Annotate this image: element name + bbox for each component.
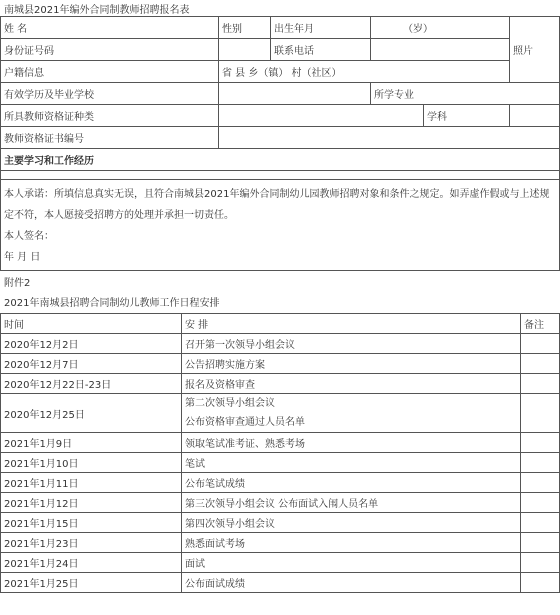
form-row: [1, 83, 560, 105]
registration-form-table: [0, 16, 560, 271]
arrangement-header: 安 排: [182, 314, 521, 334]
schedule-arrangement: 召开第一次领导小组会议: [182, 334, 521, 354]
schedule-row: [1, 334, 560, 354]
schedule-arrangement: [182, 394, 521, 433]
schedule-remark: [521, 453, 560, 473]
schedule-date: 2021年1月10日: [1, 453, 182, 473]
phone-value[interactable]: [371, 39, 510, 61]
schedule-date: 2021年1月25日: [1, 573, 182, 593]
schedule-header-row: [1, 314, 560, 334]
arrangement-line: 第二次领导小组会议: [185, 398, 275, 409]
schedule-row: [1, 394, 560, 433]
schedule-remark: [521, 354, 560, 374]
schedule-row: [1, 453, 560, 473]
schedule-arrangement: 笔试: [182, 453, 521, 473]
form-row: [1, 127, 560, 149]
schedule-row: [1, 354, 560, 374]
schedule-table: [0, 313, 560, 593]
form-row: [1, 171, 560, 180]
schedule-arrangement: 面试: [182, 553, 521, 573]
form-row: [1, 61, 560, 83]
schedule-remark: [521, 394, 560, 433]
cert-type-label: 所具教师资格证种类: [1, 105, 219, 127]
phone-label: 联系电话: [271, 39, 371, 61]
schedule-title: 2021年南城县招聘合同制幼儿教师工作日程安排: [4, 298, 220, 309]
form-row: [1, 39, 560, 61]
cert-no-label: 教师资格证书编号: [1, 127, 219, 149]
major-label: 所学专业: [371, 83, 560, 105]
schedule-arrangement: 公告招聘实施方案: [182, 354, 521, 374]
birth-label: 出生年月: [271, 17, 371, 39]
edu-label: 有效学历及毕业学校: [1, 83, 219, 105]
name-label: 姓 名: [1, 17, 219, 39]
attachment-label: 附件2: [4, 278, 31, 289]
schedule-remark: [521, 433, 560, 453]
time-header: 时间: [1, 314, 182, 334]
subject-label: 学科: [424, 105, 510, 127]
id-label: 身份证号码: [1, 39, 219, 61]
schedule-arrangement: 第四次领导小组会议: [182, 513, 521, 533]
schedule-arrangement: 第三次领导小组会议 公布面试入闱人员名单: [182, 493, 521, 513]
schedule-remark: [521, 553, 560, 573]
schedule-row: [1, 533, 560, 553]
remark-header: 备注: [521, 314, 560, 334]
schedule-remark: [521, 513, 560, 533]
hukou-label: 户籍信息: [1, 61, 219, 83]
schedule-row: [1, 493, 560, 513]
photo-label: 照片: [510, 17, 560, 83]
form-row: [1, 17, 560, 39]
experience-label: 主要学习和工作经历: [1, 149, 560, 171]
schedule-remark: [521, 533, 560, 553]
cert-no-value[interactable]: [219, 127, 560, 149]
experience-value[interactable]: [1, 171, 560, 180]
schedule-date: 2020年12月22日-23日: [1, 374, 182, 394]
schedule-date: 2020年12月25日: [1, 394, 182, 433]
statement-text: 本人承诺：所填信息真实无误，且符合南城县2021年编外合同制幼儿园教师招聘对象和条件之规定。如弄虚作假或与上述规定不符，本人愿接受招聘方的处理并承担一切责任。: [4, 189, 550, 221]
schedule-date: 2021年1月15日: [1, 513, 182, 533]
form-title: 南城县2021年编外合同制教师招聘报名表: [4, 5, 190, 16]
statement-cell: [1, 180, 560, 271]
schedule-remark: [521, 493, 560, 513]
schedule-arrangement: 熟悉面试考场: [182, 533, 521, 553]
schedule-date: 2020年12月7日: [1, 354, 182, 374]
schedule-arrangement: 公布笔试成绩: [182, 473, 521, 493]
subject-value[interactable]: [510, 105, 560, 127]
edu-value[interactable]: [219, 83, 371, 105]
schedule-row: [1, 513, 560, 533]
schedule-date: 2021年1月9日: [1, 433, 182, 453]
arrangement-line: 公布资格审查通过人员名单: [185, 417, 305, 428]
id-value[interactable]: [219, 39, 271, 61]
schedule-row: [1, 473, 560, 493]
schedule-arrangement: 公布面试成绩: [182, 573, 521, 593]
form-row: [1, 180, 560, 271]
date-label: 年 月 日: [4, 252, 41, 263]
gender-label: 性别: [219, 17, 271, 39]
form-row: [1, 105, 560, 127]
schedule-arrangement: 领取笔试准考证、熟悉考场: [182, 433, 521, 453]
schedule-arrangement: 报名及资格审查: [182, 374, 521, 394]
schedule-date: 2020年12月2日: [1, 334, 182, 354]
schedule-remark: [521, 473, 560, 493]
schedule-date: 2021年1月24日: [1, 553, 182, 573]
form-row: [1, 149, 560, 171]
schedule-date: 2021年1月12日: [1, 493, 182, 513]
schedule-remark: [521, 573, 560, 593]
schedule-date: 2021年1月23日: [1, 533, 182, 553]
schedule-remark: [521, 334, 560, 354]
schedule-row: [1, 374, 560, 394]
signature-label: 本人签名：: [4, 231, 54, 242]
schedule-row: [1, 433, 560, 453]
schedule-remark: [521, 374, 560, 394]
schedule-date: 2021年1月11日: [1, 473, 182, 493]
schedule-row: [1, 573, 560, 593]
cert-type-value[interactable]: [219, 105, 424, 127]
schedule-row: [1, 553, 560, 573]
address-value: 省 县 乡（镇） 村（社区）: [219, 61, 510, 83]
age-label: （岁）: [371, 17, 510, 39]
